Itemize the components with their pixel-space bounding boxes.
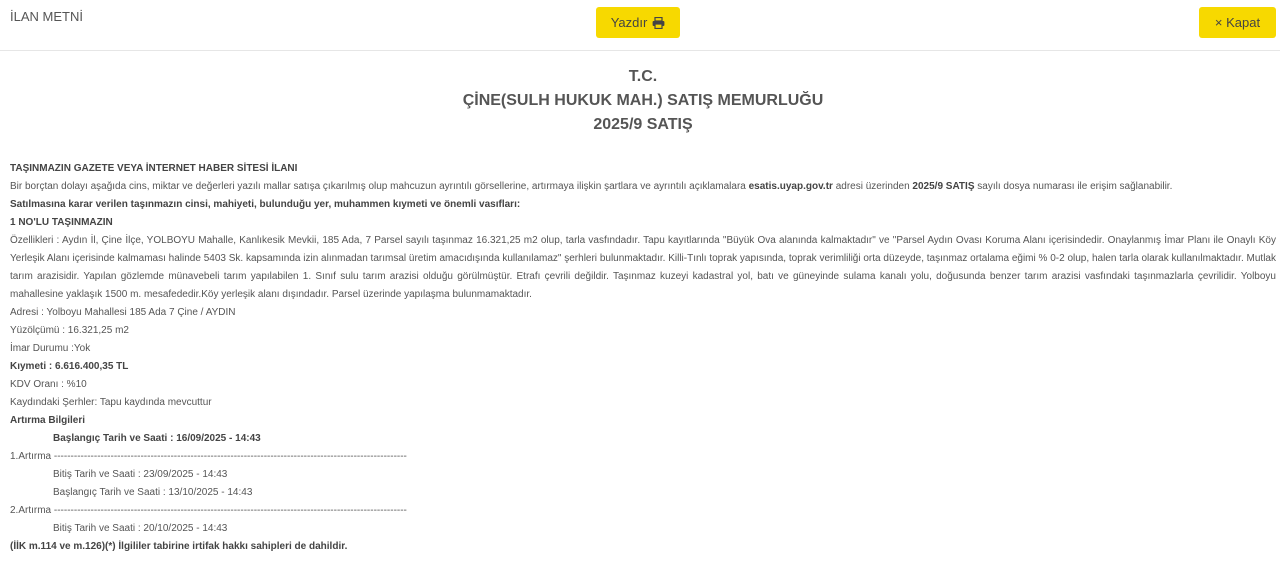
property-title: 1 NO'LU TAŞINMAZIN <box>10 217 113 228</box>
auction-1-end: Bitiş Tarih ve Saati : 23/09/2025 - 14:43 <box>53 469 228 480</box>
auction-2-label: 2.Artırma ---------------------------------------------------------------------------------------------------------- <box>10 505 407 516</box>
property-value: Kıymeti : 6.616.400,35 TL <box>10 361 129 372</box>
modal-title: İLAN METNİ <box>10 9 83 24</box>
intro-paragraph <box>10 178 1276 196</box>
auction-1-start: Başlangıç Tarih ve Saati : 16/09/2025 - 14:43 <box>53 433 261 444</box>
heading-line-1: T.C. <box>628 68 658 85</box>
heading-line-3: 2025/9 SATIŞ <box>593 116 693 133</box>
intro-text-3: sayılı dosya numarası ile erişim sağlanabilir. <box>974 181 1173 192</box>
close-button[interactable]: × Kapat <box>1199 7 1276 38</box>
announcement-document <box>0 65 1280 556</box>
site-link: esatis.uyap.gov.tr <box>748 181 833 192</box>
file-number: 2025/9 SATIŞ <box>912 181 975 192</box>
auction-2-end: Bitiş Tarih ve Saati : 20/10/2025 - 14:43 <box>53 523 228 534</box>
property-heading: Satılmasına karar verilen taşınmazın cinsi, mahiyeti, bulunduğu yer, muhammen kıymeti ve önemli vasıfları: <box>10 199 521 210</box>
property-features: Özellikleri : Aydın İl, Çine İlçe, YOLBOYU Mahalle, Kanlıkesik Mevkii, 185 Ada, 7 Parsel sayılı taşınmaz 16.321,25 m2 olup, tarla vasfındadır. Tapu kayıtlarında "Büyük Ova alanında kalmaktadır" ve "Parsel Aydın Ovası Koruma Alanı içerisindedir. Onaylanmış İmar Planı ile Onaylı Köy Yerleşik Alanı içerisinde kalmaması halinde 5403 Sk. kapsamında izin alınmadan tarımsal üretim amacıdışında kullanılamaz" şerhleri bulunmaktadır. Killi-Tınlı toprak yapısında, toprak verimliliği orta düzeyde, taşınmaz ortalama eğimi % 0-2 olup, halen tarla olarak kullanılmaktadır. Mutlak tarım arazisidir. Yapılan gözlemde münavebeli tarım yapılabilen 1. Sınıf sulu tarım arazisi olduğu görülmüştür. Etrafı çevrili değildir. Taşınmaz kuzeyi kadastral yol, batı ve güneyinde sulama kanalı yolu, doğusunda benzer tarım arazisi vasfındaki taşınmazlarla çevrilidir. Yolboyu mahallesine yaklaşık 1500 m. mesafededir.Köy yerleşik alanı dışındadır. Parsel üzerinde yapılaşma bulunmamaktadır. <box>10 235 1276 300</box>
property-address: Adresi : Yolboyu Mahallesi 185 Ada 7 Çine / AYDIN <box>10 307 236 318</box>
property-vat: KDV Oranı : %10 <box>10 379 87 390</box>
modal-header <box>0 0 1280 51</box>
print-button[interactable] <box>596 7 680 38</box>
property-records: Kaydındaki Şerhler: Tapu kaydında mevcuttur <box>10 397 212 408</box>
intro-text-1: Bir borçtan dolayı aşağıda cins, miktar ve değerleri yazılı mallar satışa çıkarılmış olup mahcuzun ayrıntılı görsellerine, artırmaya ilişkin şartlara ve ayrıntılı açıklamalara <box>10 181 749 192</box>
auction-info-title: Artırma Bilgileri <box>10 415 86 426</box>
printer-icon <box>652 17 665 29</box>
document-heading <box>10 65 1276 137</box>
footnote: (İİK m.114 ve m.126)(*) İlgililer tabirine irtifak hakkı sahipleri de dahildir. <box>10 541 348 552</box>
print-button-label: Yazdır <box>610 15 648 30</box>
intro-text-2: adresi üzerinden <box>832 181 913 192</box>
section-title: TAŞINMAZIN GAZETE VEYA İNTERNET HABER SİTESİ İLANI <box>10 163 298 174</box>
heading-line-2: ÇİNE(SULH HUKUK MAH.) SATIŞ MEMURLUĞU <box>462 92 824 109</box>
document-body <box>10 160 1276 556</box>
auction-1-label: 1.Artırma ---------------------------------------------------------------------------------------------------------- <box>10 451 407 462</box>
property-zoning: İmar Durumu :Yok <box>10 343 91 354</box>
property-area: Yüzölçümü : 16.321,25 m2 <box>10 325 129 336</box>
auction-2-start: Başlangıç Tarih ve Saati : 13/10/2025 - 14:43 <box>53 487 253 498</box>
